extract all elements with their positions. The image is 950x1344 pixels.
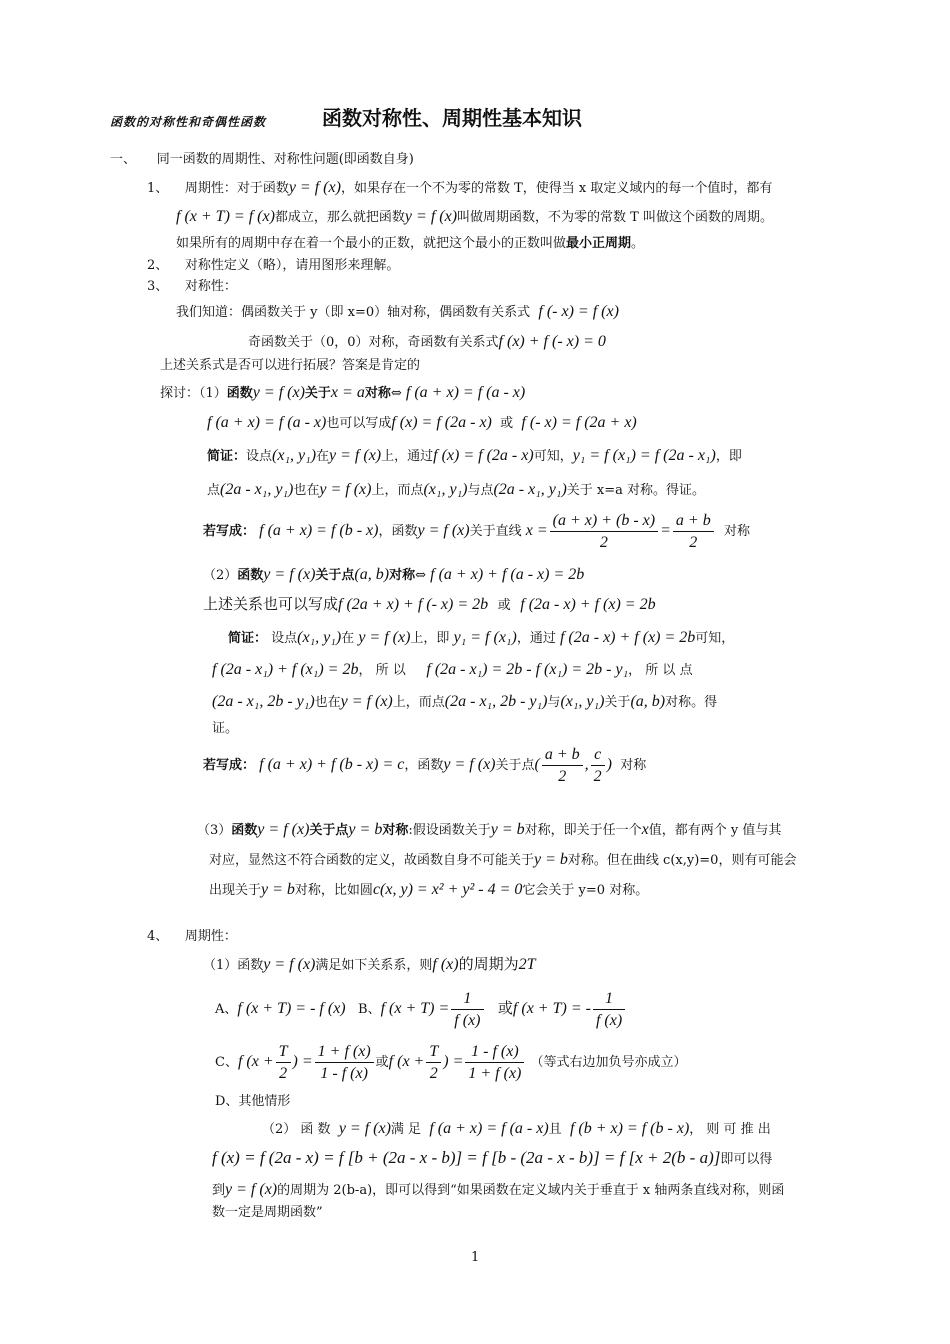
math: y = f (x) [443,756,496,774]
text: 关于点 [495,758,535,774]
math: ) = [292,1053,313,1071]
text: 到 [212,1183,226,1198]
header-note: 函数的对称性和奇偶性函数 [110,115,267,129]
item-1-line-3 [176,236,644,252]
text: 或 [497,598,511,613]
math: y = f (x) [288,179,341,196]
text: 对称 [723,524,750,540]
text: 与点 [467,483,494,498]
text: 即可以得 [720,1152,773,1167]
text: 关于点 [309,823,349,838]
math: f (x + T) = - [512,1000,591,1018]
denominator: 1 + f (x) [468,1065,522,1083]
explore-2-proof-4: 证。 [212,721,239,736]
text: 对称 [364,386,391,401]
text: 且 [548,1122,562,1137]
math: f (a + x) = f (b - x) [259,522,379,540]
text: 函数 [237,568,264,583]
text: 可知， [695,631,735,646]
text: 探讨：（1） [160,386,227,401]
math: x = [525,522,548,540]
text: ，通过 [516,631,556,646]
math: f (2a - x₁) + f (x₁) = 2b [212,661,359,678]
math: y = f (x) [329,447,382,464]
text: 奇函数关于（0，0）对称，奇函数有关系式 [248,335,499,350]
write-label: 若写成： [203,758,256,774]
math: x [641,821,649,838]
item-4-heading [147,929,237,945]
text: 。 [631,236,645,251]
numerator: (a + x) + (b - x) [550,511,658,532]
math: (x₁, y₁) [423,481,468,498]
math: y = f (x) [319,481,372,498]
explore-1-proof-1 [207,446,742,465]
denominator: 2 [429,1065,438,1083]
explore-1-general [203,511,750,552]
math: f (- x) = f (2a + x) [521,414,637,431]
text: 对称 [382,823,409,838]
text: （2） [203,568,238,583]
explore-2-proof-1 [228,628,734,647]
math: f (x) = f (2a - x) = f [b + (2a - x - b)] = f [b - (2a - x - b)] = f [x + 2(b - a)] [212,1148,721,1167]
math: f (x) = f (2a - x) [391,414,492,431]
text: ， 所 以 点 [628,663,693,678]
denominator: 2 [593,768,602,786]
text: 满足如下关系系，则 [315,958,433,973]
numerator: a + b [673,511,714,532]
numerator: 1 [451,989,483,1010]
math: f (b + x) = f (b - x) [569,1120,690,1137]
text: 值，都有两个 y 值与其 [648,823,782,838]
text: 与 [547,695,561,710]
text: 上，即 [410,631,450,646]
math: y = b [261,881,295,898]
text: 对称，即关于任一个 [524,823,642,838]
text: 的周期为 2(b-a)，即可以得到“如果函数在定义域内关于垂直于 x 轴两条直线对称，则函 [277,1183,785,1198]
math: y = f (x) [257,821,310,838]
text: 上，而点 [392,695,445,710]
item-3-heading [147,279,237,295]
item-number: 2、 [147,258,169,273]
text: 的周期为 [458,955,519,973]
text: 对称 [620,758,647,774]
math: ) = [443,1053,464,1071]
text: 在 [341,631,355,646]
text: （3） [197,823,232,838]
text: 关于直线 [469,524,522,540]
math: y = f (x) [263,566,316,583]
period-case-C [215,1042,687,1083]
math: (2a - x₁, 2b - y₁) [212,693,315,710]
numerator: c [591,745,605,766]
section-title: 同一函数的周期性、对称性问题(即函数自身) [156,152,414,167]
text: 也可以写成 [326,416,392,431]
denominator: f (x) [595,1012,623,1030]
math: f (2a + x) + f (- x) = 2b [338,596,489,613]
text: 函数 [226,386,253,401]
period-2-line-4: 数一定是周期函数” [212,1205,323,1220]
text: 满 足 [390,1122,422,1137]
math: f (x + [388,1053,425,1071]
document-title: 函数对称性、周期性基本知识 [322,106,582,130]
text: 如果所有的周期中存在着一个最小的正数，就把这个最小的正数叫做 [176,236,567,251]
text: 它会关于 y=0 对称。 [522,883,649,898]
fraction [550,511,658,552]
math: c(x, y) = x² + y² - 4 = 0 [372,881,523,898]
numerator: 1 + f (x) [315,1042,374,1063]
denominator: 2 [599,534,608,552]
explore-1-heading [160,383,525,402]
text: 也在 [314,695,341,710]
math: f (a + x) = f (a - x) [207,414,327,431]
fraction [315,1042,374,1083]
text: （等式右边加负号亦成立） [530,1055,687,1071]
numerator: 1 - f (x) [465,1042,524,1063]
text: ， 则 可 推 出 [689,1122,771,1137]
explore-3-line-1 [197,820,781,839]
math: y = b [534,851,568,868]
math: = [660,522,671,540]
fraction [673,511,714,552]
text: :假设函数关于 [408,823,491,838]
period-1-heading [203,955,536,974]
explore-2-forms [203,595,656,614]
math: (a, b) [630,693,666,710]
text: 对称 [389,568,416,583]
math: y = f (x) [252,384,305,401]
item-number: 3、 [147,279,169,294]
item-1-line-2 [176,207,773,226]
math: (x₁, y₁) [297,629,342,646]
text: 或 [500,416,514,431]
explore-2-proof-3 [212,692,717,711]
math: f (a + x) = f (a - x) [429,1120,549,1137]
math: f (2a - x₁) = 2b - f (x₁) = 2b - y₁ [426,661,629,678]
text: 我们知道：偶函数关于 y（即 x=0）轴对称，偶函数有关系式 [176,305,531,320]
text: 上，通过 [381,449,434,464]
write-label: 若写成： [203,524,256,540]
text: 可知， [533,449,573,464]
math: y = f (x) [338,1120,391,1137]
section-number: 一、 [110,152,137,167]
text: 对称性定义（略），请用图形来理解。 [184,258,400,273]
numerator: a + b [542,745,583,766]
explore-1-forms [207,413,637,432]
fraction [591,745,605,786]
text: ，函数 [378,524,418,540]
math: y = f (x) [340,693,393,710]
math: f (- x) = f (x) [538,303,619,320]
text: 设点 [246,449,273,464]
explore-1-proof-2 [207,480,705,499]
math: y = b [490,821,525,838]
period-case-D: D、其他情形 [215,1094,291,1109]
math: y = f (x) [404,208,458,225]
item-number: 1、 [147,181,169,196]
math: f (x) + f (- x) = 0 [498,333,606,350]
denominator: f (x) [454,1012,481,1030]
text: 关于 x=a 对称。得证。 [566,483,706,498]
math: y = f (x) [358,629,411,646]
math: f (x) = f (2a - x) [433,447,534,464]
math: f (x + T) = - f (x) [237,1000,346,1018]
proof-label: 简证： [207,449,247,464]
math: y₁ = f (x₁) = f (2a - x₁) [572,447,716,464]
text: 周期性： [184,929,237,944]
text: 上，而点 [371,483,424,498]
math: , [584,756,589,774]
text: 都成立，那么就把函数 [274,210,405,225]
math: y = f (x) [417,522,470,540]
period-2-line-1 [262,1119,771,1138]
text: 关于 [604,695,631,710]
explore-3-line-2 [209,850,796,869]
math: y = f (x) [263,956,316,973]
math: 2T [518,956,536,973]
math: f (2a - x) + f (x) = 2b [520,596,656,613]
text: ，函数 [404,758,444,774]
item-2 [147,258,399,274]
text: 对称。得 [665,695,718,710]
section-1-heading [110,152,414,168]
math: f (x + T) = [380,1000,450,1018]
case-label: A、 [215,1002,238,1018]
math: f (x + T) = f (x) [176,208,275,225]
math: (x₁, y₁) [560,693,605,710]
case-label: B、 [358,1002,381,1018]
text: ， 所 以 [358,663,406,678]
text: 点 [207,483,221,498]
math: f (a + x) = f (a - x) [405,384,526,401]
explore-2-general [203,745,646,786]
numerator: T [276,1042,291,1063]
text: 设点 [271,631,298,646]
iff-symbol: ⇔ [390,386,402,401]
text: （1）函数 [203,958,264,973]
period-2-line-2 [212,1148,772,1168]
text: ，如果存在一个不为零的常数 T，使得当 x 取定义域内的每一个值时，都有 [340,181,773,196]
term-highlight: 最小正周期 [566,236,632,251]
denominator: 2 [558,768,567,786]
text: 对称性： [184,279,237,294]
text: 出现关于 [209,883,262,898]
extend-question: 上述关系式是否可以进行拓展？答案是肯定的 [160,358,421,373]
page-number: 1 [471,1250,480,1265]
item-1-line-1 [147,178,772,197]
text: 周期性：对于函数 [184,181,289,196]
denominator: 2 [279,1065,288,1083]
text: 或 [497,999,513,1018]
text: ，即 [715,449,742,464]
fraction [426,1042,441,1083]
text: 对称。但在曲线 c(x,y)=0，则有可能会 [567,853,797,868]
numerator: 1 [593,989,625,1010]
text: 上述关系也可以写成 [203,595,339,613]
math: (2a - x₁, y₁) [493,481,567,498]
explore-3-line-3 [209,880,648,899]
case-label: C、 [215,1055,238,1071]
text: 在 [316,449,330,464]
math: ) [606,756,612,774]
iff-symbol: ⇔ [415,568,426,583]
text: 关于点 [315,568,355,583]
numerator: T [426,1042,441,1063]
text: 对应，显然这不符合函数的定义，故函数自身不可能关于 [209,853,535,868]
math: (x₁, y₁) [272,447,317,464]
text: 叫做周期函数，不为零的常数 T 叫做这个函数的周期。 [457,210,773,225]
proof-label: 简证： [228,631,268,646]
item-number: 4、 [147,929,169,944]
math: y = f (x) [225,1181,278,1198]
text: 也在 [293,483,320,498]
math: ( [534,756,540,774]
fraction [593,989,625,1030]
text: 函数 [231,823,258,838]
math: f (x + [237,1053,274,1071]
fraction [542,745,583,786]
math: (a, b) [354,566,390,583]
text: （2） 函 数 [262,1122,331,1137]
math: x = a [330,384,365,401]
math: f (2a - x) + f (x) = 2b [559,629,696,646]
even-function-line [176,302,619,321]
denominator: 1 - f (x) [320,1065,368,1083]
math: f (a + x) + f (a - x) = 2b [430,566,585,583]
math: y₁ = f (x₁) [453,629,517,646]
math: f (x) [432,956,459,973]
period-case-A-B [215,989,627,1030]
fraction [451,989,483,1030]
math: f (a + x) + f (b - x) = c [259,756,405,774]
math: (2a - x₁, y₁) [220,481,294,498]
math: (2a - x₁, 2b - y₁) [444,693,548,710]
fraction [465,1042,524,1083]
explore-2-proof-2 [212,660,693,679]
odd-function-line [248,332,606,351]
fraction [276,1042,291,1083]
explore-2-heading [203,565,584,584]
math: y = b [348,821,383,838]
text: 或 [375,1055,389,1071]
text: 关于 [304,386,331,401]
period-2-line-3 [212,1180,784,1199]
denominator: 2 [689,534,698,552]
text: 对称，比如圆 [294,883,373,898]
